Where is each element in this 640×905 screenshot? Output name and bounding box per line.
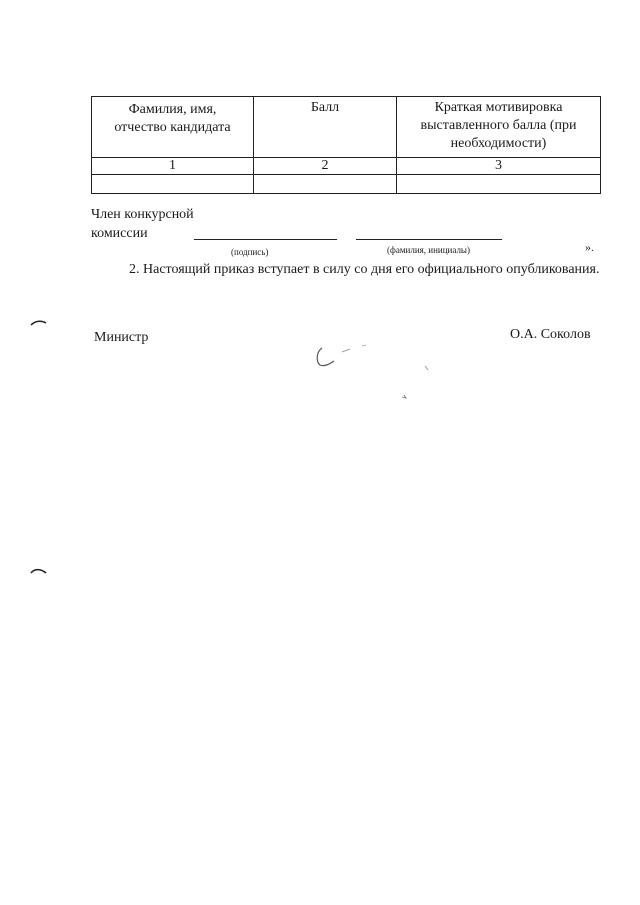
table-cell [92,175,254,194]
signatory-name: О.А. Соколов [510,327,591,342]
table-row [92,175,601,194]
header-motivation: Краткая мотивировка выставленного балла (при необходимости) [397,97,601,158]
handwritten-signature [310,340,440,410]
member-label-line2: комиссии [91,226,148,241]
column-number-1: 1 [92,158,254,175]
punch-hole-mark [30,565,48,577]
header-candidate-name: Фамилия, имя, отчество кандидата [92,97,254,158]
header-score: Балл [254,97,397,158]
punch-hole-mark [30,318,48,328]
member-label-line1: Член конкурсной [91,207,194,222]
paragraph-text: 2. Настоящий приказ вступает в силу со дня его официального опубликования. [129,262,600,277]
table-number-row [92,158,601,175]
signatory-position: Министр [94,330,149,345]
table-cell [397,175,601,194]
order-paragraph [91,260,600,280]
signature-line [194,239,337,240]
candidate-score-table [91,96,601,194]
table-cell [254,175,397,194]
column-number-2: 2 [254,158,397,175]
name-line [356,239,502,240]
table-header-row [92,97,601,158]
closing-quote: ». [585,240,594,254]
column-number-3: 3 [397,158,601,175]
name-caption: (фамилия, инициалы) [387,245,470,255]
signature-caption: (подпись) [231,247,269,257]
